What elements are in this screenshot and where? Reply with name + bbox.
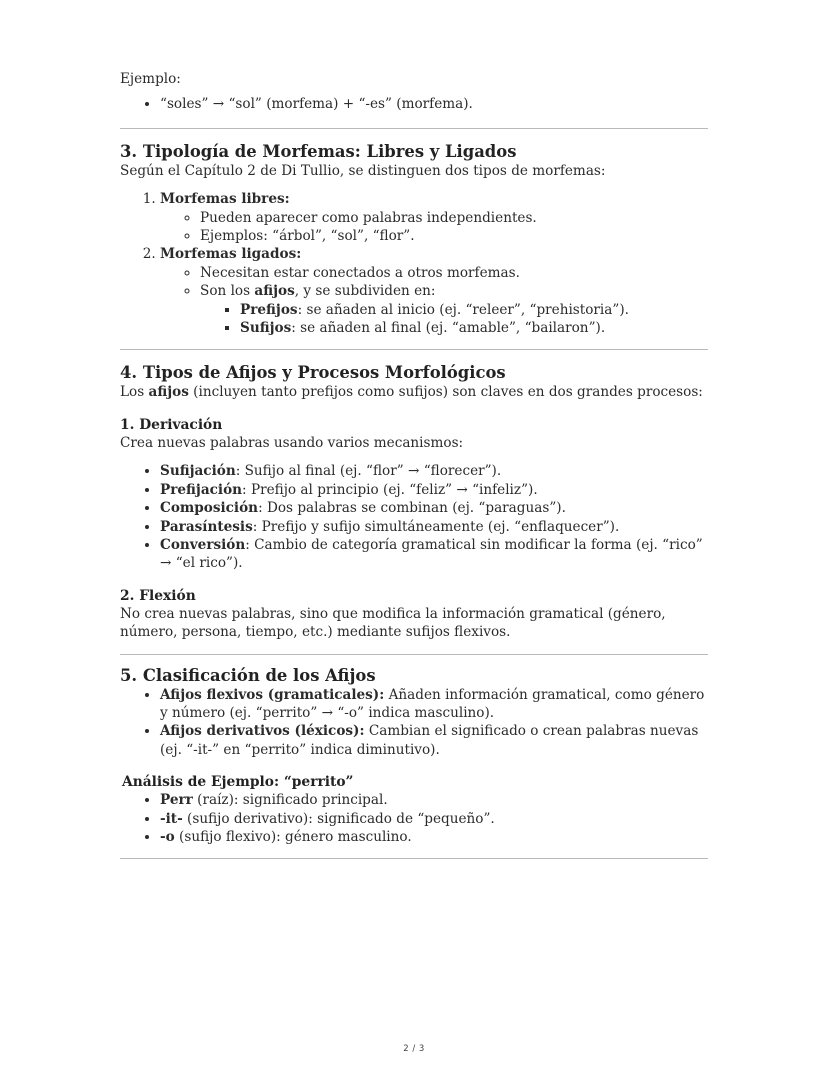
- afijos-classification-list: [120, 686, 708, 760]
- text-fragment: : Cambio de categoría gramatical sin modificar la forma (ej. “rico” → “el rico”).: [160, 536, 703, 572]
- example-list: [120, 95, 708, 113]
- morpheme-types-list: [120, 190, 708, 337]
- libres-label: Morfemas libres:: [160, 191, 290, 208]
- term: -o: [160, 828, 175, 845]
- flexion-title: 2. Flexión: [120, 587, 196, 604]
- libres-sublist: [160, 209, 708, 246]
- list-item: [160, 828, 708, 846]
- text-fragment: Los: [120, 384, 149, 401]
- term: Prefijación: [160, 481, 243, 498]
- section-4-title: 4. Tipos de Afijos y Procesos Morfológicos: [120, 363, 506, 383]
- analisis-title: Análisis de Ejemplo: “perrito”: [122, 774, 354, 791]
- list-item: [160, 686, 708, 723]
- divider: [120, 654, 708, 655]
- prefijos-term: Prefijos: [240, 301, 298, 318]
- text-fragment: : Sufijo al final (ej. “flor” → “florecer”).: [235, 463, 502, 480]
- text-fragment: : Dos palabras se combinan (ej. “paraguas”).: [258, 500, 566, 517]
- list-item: [160, 722, 708, 759]
- list-item: ◦ Ejemplos: “árbol”, “sol”, “flor”.: [200, 227, 708, 245]
- list-item: [160, 791, 708, 809]
- section-3-title: 3. Tipología de Morfemas: Libres y Ligados: [120, 141, 517, 161]
- list-item: [240, 319, 708, 337]
- text-fragment: : se añaden al final (ej. “amable”, “bailaron”).: [291, 320, 606, 337]
- text-fragment: Cambian el significado o crean palabras nuevas (ej. “-it-” en “perrito” indica diminutivo).: [160, 723, 699, 758]
- section-5-title: 5. Clasificación de los Afijos: [120, 665, 376, 685]
- list-item: ◦ Necesitan estar conectados a otros morfemas.: [200, 264, 708, 282]
- derivacion-title: 1. Derivación: [120, 416, 223, 433]
- example-label: Ejemplo:: [120, 71, 181, 87]
- text-fragment: : se añaden al inicio (ej. “releer”, “prehistoria”).: [297, 301, 629, 318]
- list-item: [160, 499, 708, 517]
- term: Afijos derivativos (léxicos):: [160, 723, 365, 740]
- term: Afijos flexivos (gramaticales):: [160, 686, 385, 703]
- list-item: [160, 810, 708, 828]
- text-fragment: (incluyen tanto prefijos como sufijos) son claves en dos grandes procesos:: [188, 384, 703, 401]
- divider: [120, 349, 708, 350]
- list-item: [160, 462, 708, 480]
- text-fragment: : Prefijo y sufijo simultáneamente (ej. “enflaquecer”).: [252, 518, 620, 535]
- list-item: [240, 301, 708, 319]
- derivacion-intro: Crea nuevas palabras usando varios mecanismos:: [120, 434, 464, 451]
- ligados-label: Morfemas ligados:: [160, 246, 302, 263]
- list-item: [160, 245, 708, 337]
- term: Parasíntesis: [160, 518, 253, 535]
- analisis-list: [120, 791, 708, 846]
- divider: [120, 128, 708, 129]
- text-fragment: (raíz): significado principal.: [192, 792, 388, 809]
- document-page: [120, 70, 708, 859]
- flexion-text: No crea nuevas palabras, sino que modifica la información gramatical (género, número, persona, tiempo, etc.) mediante sufijos flexivos.: [120, 605, 666, 641]
- afijos-term: afijos: [254, 283, 295, 300]
- term: Sufijación: [160, 463, 236, 480]
- list-item: • “soles” → “sol” (morfema) + “-es” (morfema).: [160, 95, 708, 113]
- list-item: [160, 481, 708, 499]
- text-fragment: Son los: [200, 283, 255, 300]
- afijos-sublist: [200, 301, 708, 338]
- text-fragment: : Prefijo al principio (ej. “feliz” → “infeliz”).: [242, 481, 538, 498]
- list-item: [160, 518, 708, 536]
- term: Perr: [160, 792, 193, 809]
- list-item: [160, 536, 708, 573]
- term: Composición: [160, 500, 259, 517]
- text-fragment: Añaden información gramatical, como género y número (ej. “perrito” → “-o” indica masculino).: [160, 686, 705, 721]
- list-item: [160, 190, 708, 245]
- page-number: 2 / 3: [403, 1044, 425, 1054]
- term: Conversión: [160, 536, 246, 553]
- section-3-intro: Según el Capítulo 2 de Di Tullio, se distinguen dos tipos de morfemas:: [120, 162, 606, 179]
- term: -it-: [160, 810, 183, 827]
- list-item: ◦ Pueden aparecer como palabras independientes.: [200, 209, 708, 227]
- sufijos-term: Sufijos: [240, 320, 292, 337]
- afijos-term: afijos: [148, 384, 189, 401]
- text-fragment: (sufijo derivativo): significado de “pequeño”.: [182, 810, 495, 827]
- text-fragment: (sufijo flexivo): género masculino.: [174, 828, 412, 845]
- derivacion-list: [120, 462, 708, 572]
- divider: [120, 858, 708, 859]
- list-item: [200, 282, 708, 337]
- section-4-intro: [120, 383, 708, 401]
- ligados-sublist: [160, 264, 708, 338]
- text-fragment: , y se subdividen en:: [294, 283, 436, 300]
